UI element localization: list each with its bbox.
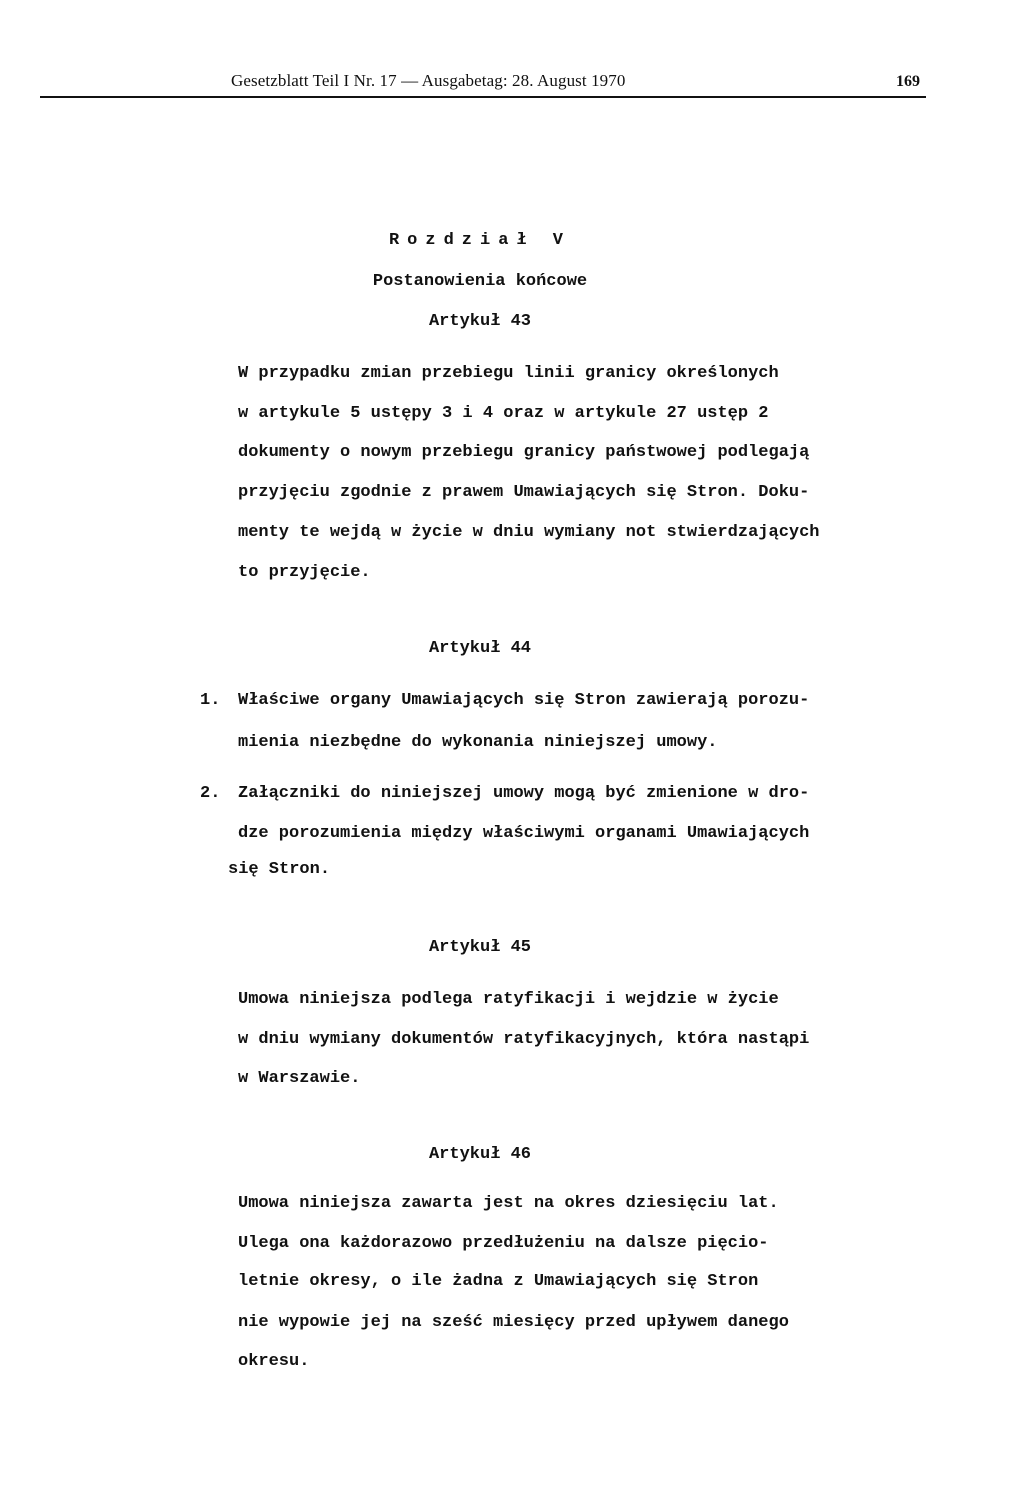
article-46-line: Umowa niniejsza zawarta jest na okres dziesięciu lat. bbox=[238, 1194, 779, 1213]
article-46-heading: Artykuł 46 bbox=[428, 1145, 532, 1164]
article-45-line: Umowa niniejsza podlega ratyfikacji i wejdzie w życie bbox=[238, 990, 779, 1009]
article-44-line: Załączniki do niniejszej umowy mogą być zmienione w dro- bbox=[238, 784, 810, 803]
page-number: 169 bbox=[896, 73, 920, 90]
article-45-line: w Warszawie. bbox=[238, 1069, 361, 1088]
article-43-line: w artykule 5 ustępy 3 i 4 oraz w artykule 27 ustęp 2 bbox=[238, 404, 769, 423]
running-header: Gesetzblatt Teil I Nr. 17 — Ausgabetag: 28. August 1970 bbox=[231, 71, 626, 90]
article-43-line: W przypadku zmian przebiegu linii granicy określonych bbox=[238, 364, 779, 383]
article-46-line: nie wypowie jej na sześć miesięcy przed upływem danego bbox=[238, 1313, 789, 1332]
article-46-line: Ulega ona każdorazowo przedłużeniu na dalsze pięcio- bbox=[238, 1234, 769, 1253]
article-43-heading: Artykuł 43 bbox=[428, 312, 532, 331]
article-44-line: mienia niezbędne do wykonania niniejszej umowy. bbox=[238, 733, 718, 752]
article-44-line: dze porozumienia między właściwymi organami Umawiających bbox=[238, 824, 810, 843]
chapter-subtitle: Postanowienia końcowe bbox=[372, 272, 588, 291]
header-divider bbox=[40, 96, 926, 98]
article-45-heading: Artykuł 45 bbox=[428, 938, 532, 957]
article-43-line: menty te wejdą w życie w dniu wymiany not stwierdzających bbox=[238, 523, 820, 542]
article-44-line: się Stron. bbox=[228, 860, 331, 879]
chapter-title: Rozdział V bbox=[388, 231, 572, 250]
article-43-line: przyjęciu zgodnie z prawem Umawiających się Stron. Doku- bbox=[238, 483, 810, 502]
article-43-line: dokumenty o nowym przebiegu granicy państwowej podlegają bbox=[238, 443, 810, 462]
article-43-line: to przyjęcie. bbox=[238, 563, 371, 582]
article-44-line: Właściwe organy Umawiających się Stron zawierają porozu- bbox=[238, 691, 810, 710]
item-number: 2. bbox=[200, 784, 221, 803]
item-number: 1. bbox=[200, 691, 221, 710]
article-45-line: w dniu wymiany dokumentów ratyfikacyjnych, która nastąpi bbox=[238, 1030, 810, 1049]
article-46-line: letnie okresy, o ile żadna z Umawiających się Stron bbox=[238, 1272, 759, 1291]
article-44-heading: Artykuł 44 bbox=[428, 639, 532, 658]
article-46-line: okresu. bbox=[238, 1352, 310, 1371]
